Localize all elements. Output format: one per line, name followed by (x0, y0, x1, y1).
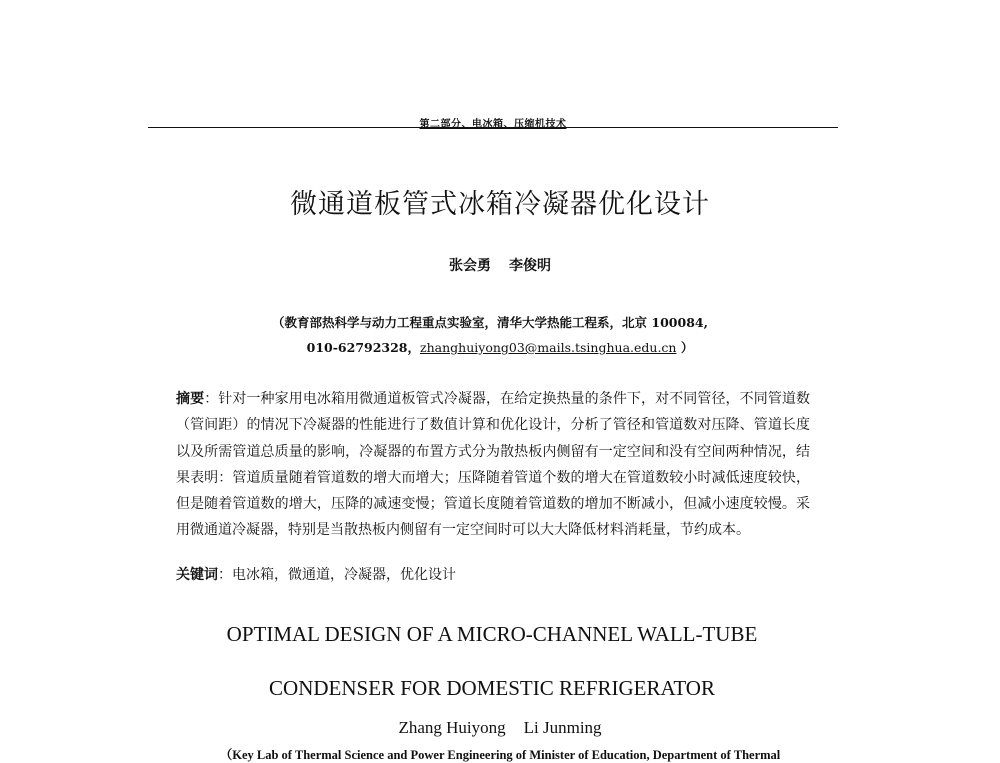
affiliation-en-line1: （Key Lab of Thermal Science and Power Engineering of Minister of Education, Department of Thermal (219, 748, 781, 762)
abstract-text: ：针对一种家用电冰箱用微通道板管式冷凝器，在给定换热量的条件下，对不同管径，不同管道数（管间距）的情况下冷凝器的性能进行了数值计算和优化设计，分析了管径和管道数对压降、管道长度以及所需管道总质量的影响，冷凝器的布置方式分为散热板内侧留有一定空间和没有空间两种情况，结果表明：管道质量随着管道数的增大而增大；压降随着管道个数的增大在管道数较小时减低速度较快，但是随着管道数的增大，压降的减速变慢；管道长度随着管道数的增加不断减小，但减小速度较慢。采用微通道冷凝器，特别是当散热板内侧留有一定空间时可以大大降低材料消耗量，节约成本。 (176, 391, 811, 539)
author-en-1: Zhang Huiyong (398, 718, 506, 737)
keywords-text: ：电冰箱，微通道，冷凝器，优化设计 (218, 567, 456, 583)
email-link[interactable]: zhanghuiyong03@mails.tsinghua.edu.cn (420, 340, 677, 355)
keywords-label: 关键词 (176, 567, 218, 583)
paper-title-en-line2: CONDENSER FOR DOMESTIC REFRIGERATOR (269, 676, 715, 700)
affiliation-cn-line2 (0, 338, 1000, 356)
author-cn-1: 张会勇 (449, 258, 491, 274)
authors-en (0, 718, 1000, 738)
authors-cn (0, 255, 1000, 275)
header-rule (148, 127, 838, 128)
running-header: 第二部分、电冰箱、压缩机技术 (419, 119, 567, 130)
abstract-cn (176, 386, 810, 544)
author-en-2: Li Junming (523, 718, 602, 737)
keywords-cn (176, 564, 810, 584)
author-cn-2: 李俊明 (509, 258, 551, 274)
abstract-label: 摘要 (176, 391, 205, 407)
paper-title-en-line1: OPTIMAL DESIGN OF A MICRO-CHANNEL WALL-TUBE (226, 622, 758, 646)
affiliation-close: ） (676, 340, 694, 355)
affiliation-cn-line1: （教育部热科学与动力工程重点实验室，清华大学热能工程系，北京 100084, (272, 315, 708, 330)
paper-title-cn: 微通道板管式冰箱冷凝器优化设计 (290, 189, 710, 220)
affiliation-phone: 010-62792328， (306, 340, 421, 355)
